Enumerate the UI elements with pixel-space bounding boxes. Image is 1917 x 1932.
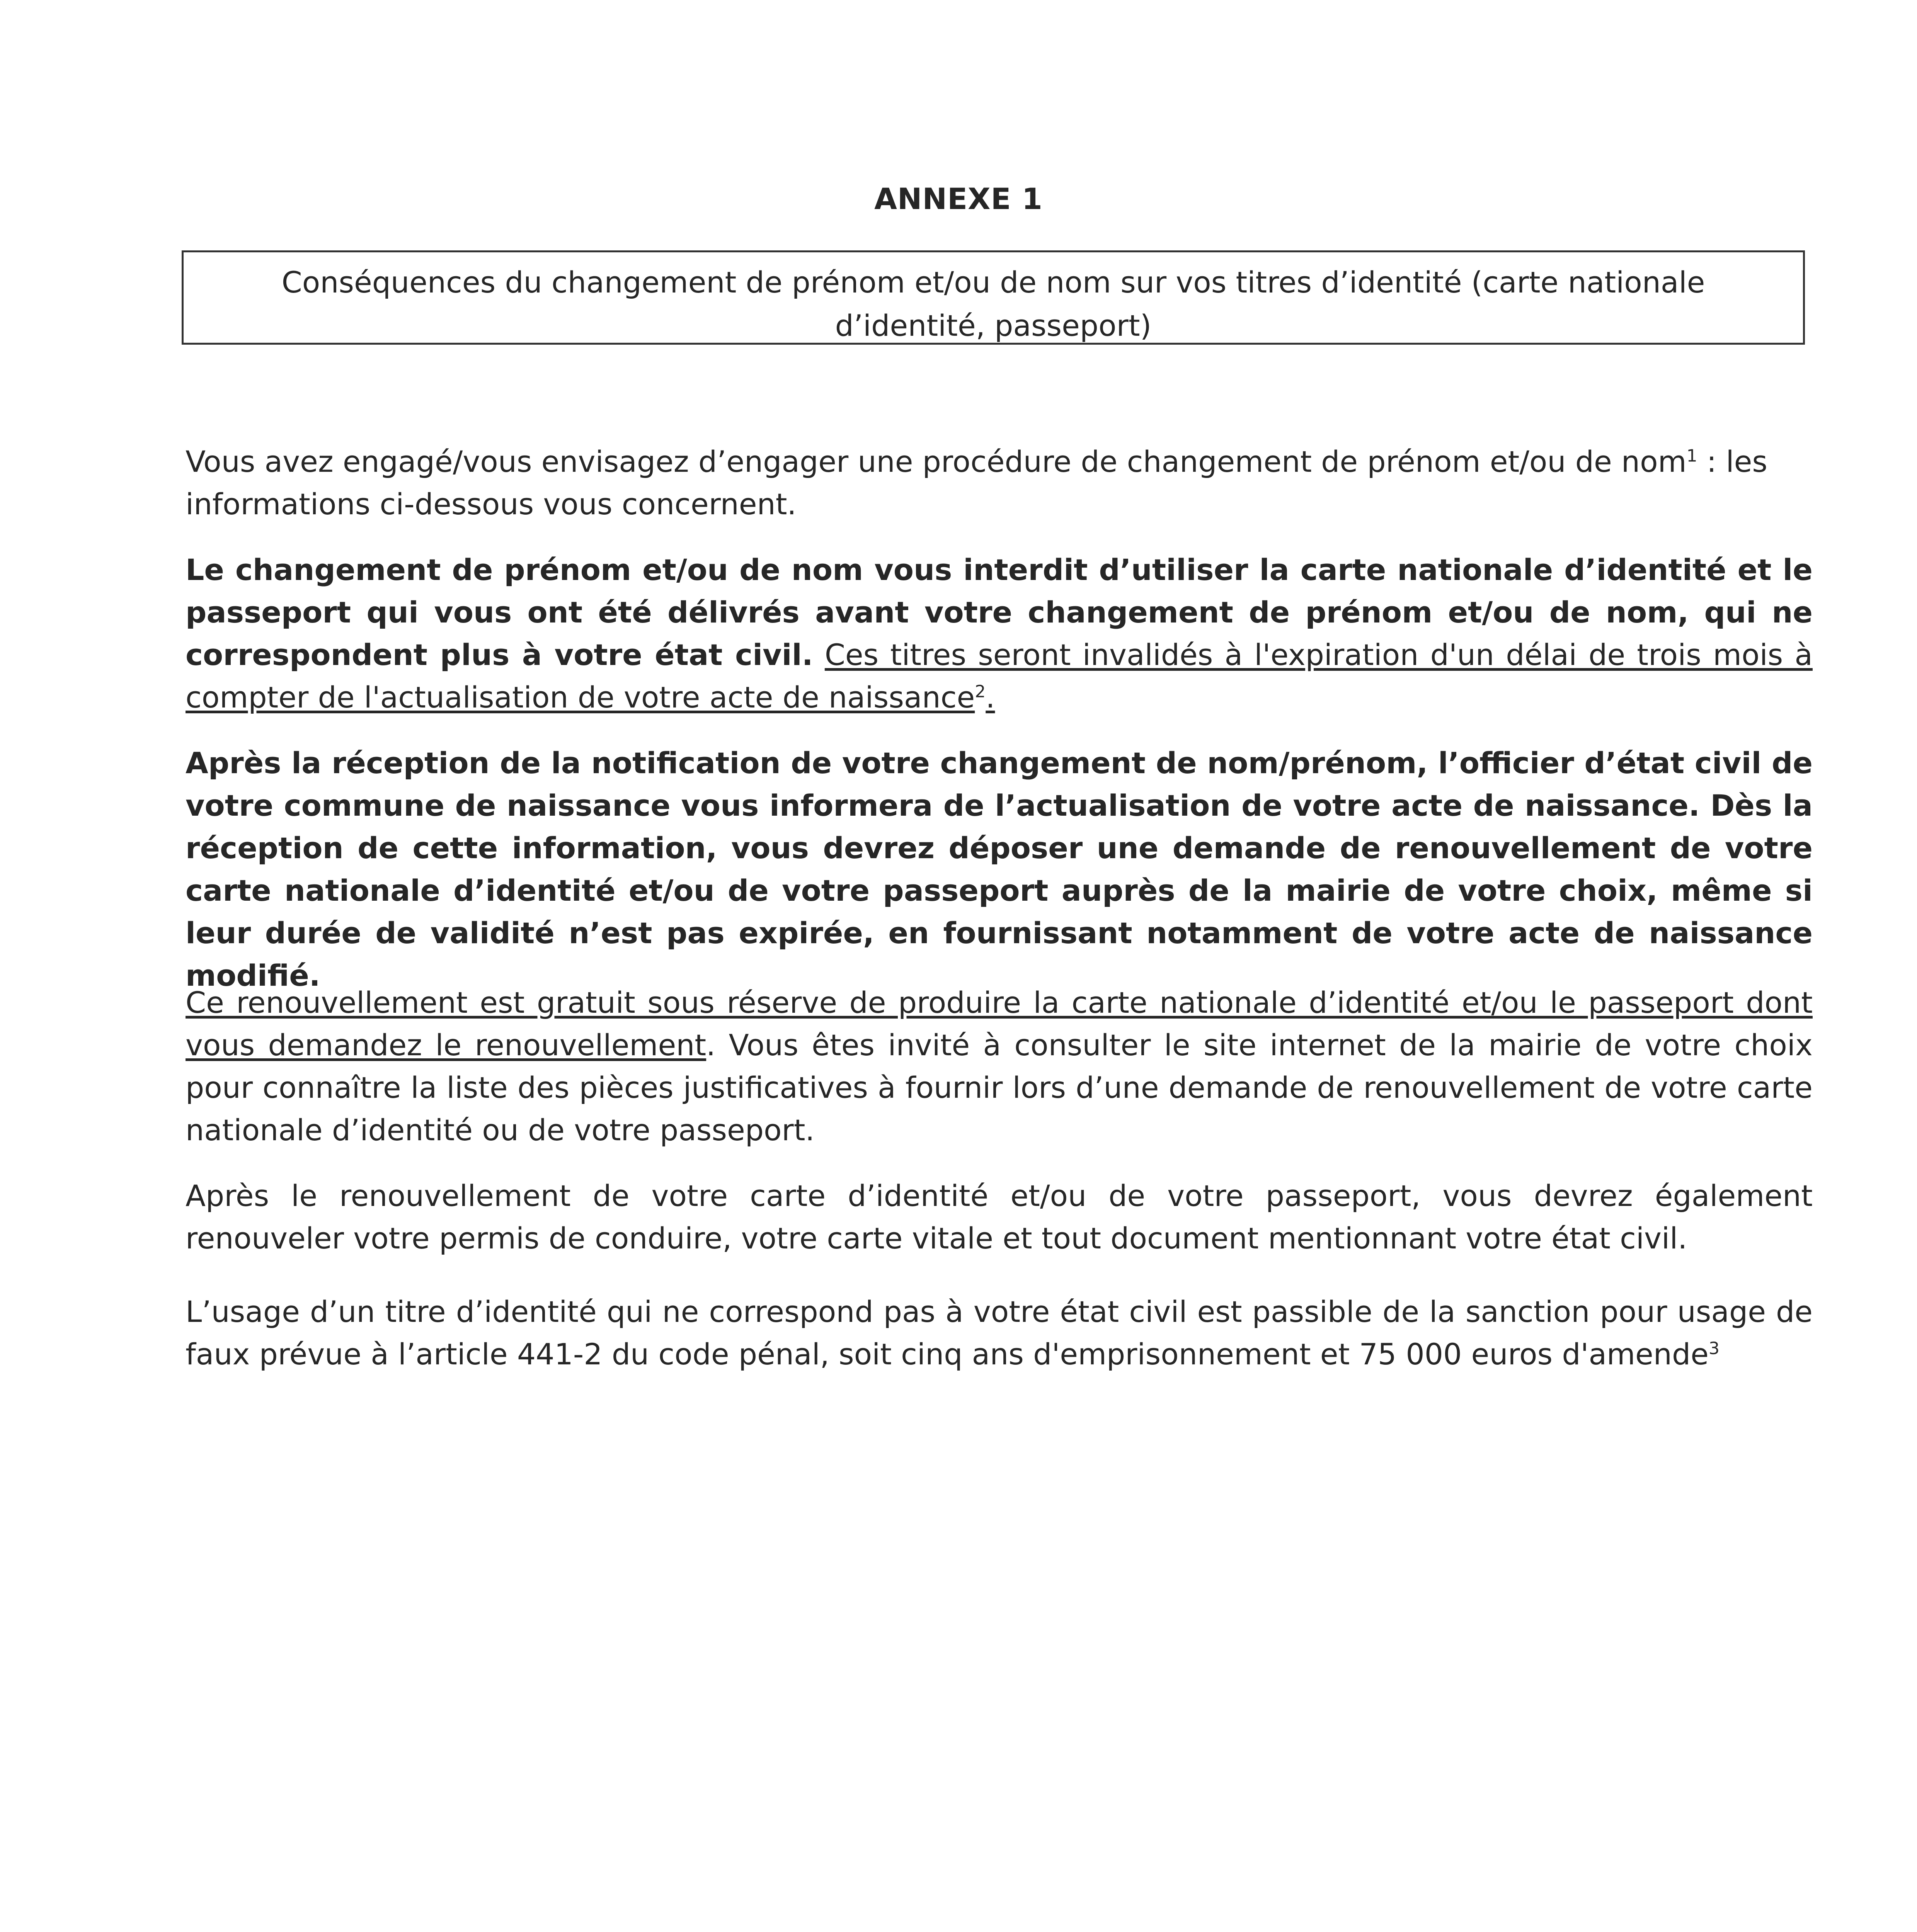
footnote-ref-2: 2 [975,682,986,702]
free-renewal-rest: . Vous êtes invité à consulter le site internet de la mairie de votre choix pour connaître la liste des pièces justificatives à fournir lors d’une demande de renouvellement de votre carte nationale d’identité ou de votre passeport. [186,1028,1813,1147]
sanction-text: L’usage d’un titre d’identité qui ne correspond pas à votre état civil est passible de la sanction pour usage de faux prévue à l’article 441-2 du code pénal, soit cinq ans d'emprisonnement et 75 000 euros d'amende [186,1294,1813,1371]
free-renewal-paragraph [186,981,1813,1151]
sanction-paragraph [186,1291,1813,1376]
intro-tail: : les informations ci-dessous vous concernent. [186,444,1767,521]
prohibition-bold-text: Le changement de prénom et/ou de nom vous interdit d’utiliser la carte nationale d’identité et le passeport qui vous ont été délivrés avant votre changement de prénom et/ou de nom, qui ne correspondent plus à votre état civil. [186,553,1813,672]
subject-text: Conséquences du changement de prénom et/ou de nom sur vos titres d’identité (carte nationale d’identité, passeport) [281,265,1705,343]
subject-box [182,250,1805,345]
other-documents-paragraph: Après le renouvellement de votre carte d’identité et/ou de votre passeport, vous devrez également renouveler votre permis de conduire, votre carte vitale et tout document mentionnant votre état civil. [186,1179,1813,1255]
intro-text: Vous avez engagé/vous envisagez d’engager une procédure de changement de prénom et/ou de nom [186,444,1687,479]
prohibition-paragraph [186,549,1813,719]
free-renewal-underlined-text: Ce renouvellement est gratuit sous réserve de produire la carte nationale d’identité et/ou le passeport dont vous demandez le renouvellement [186,985,1813,1062]
renewal-procedure-paragraph: Après la réception de la notification de votre changement de nom/prénom, l’officier d’état civil de votre commune de naissance vous informera de l’actualisation de votre acte de naissance. Dès la réception de cette information, vous devrez déposer une demande de renouvellement de votre carte nationale d’identité et/ou de votre passeport auprès de la mairie de votre choix, même si leur durée de validité n’est pas expirée, en fournissant notamment de votre acte de naissance modifié. [186,746,1813,993]
footnote-ref-3: 3 [1708,1338,1720,1359]
invalidation-end: . [986,680,995,714]
intro-paragraph [186,440,1813,526]
invalidation-underlined-text: Ces titres seront invalidés à l'expiration d'un délai de trois mois à compter de l'actualisation de votre acte de naissance [186,638,1813,714]
footnote-ref-1: 1 [1686,446,1697,466]
page-title: ANNEXE 1 [874,182,1043,216]
